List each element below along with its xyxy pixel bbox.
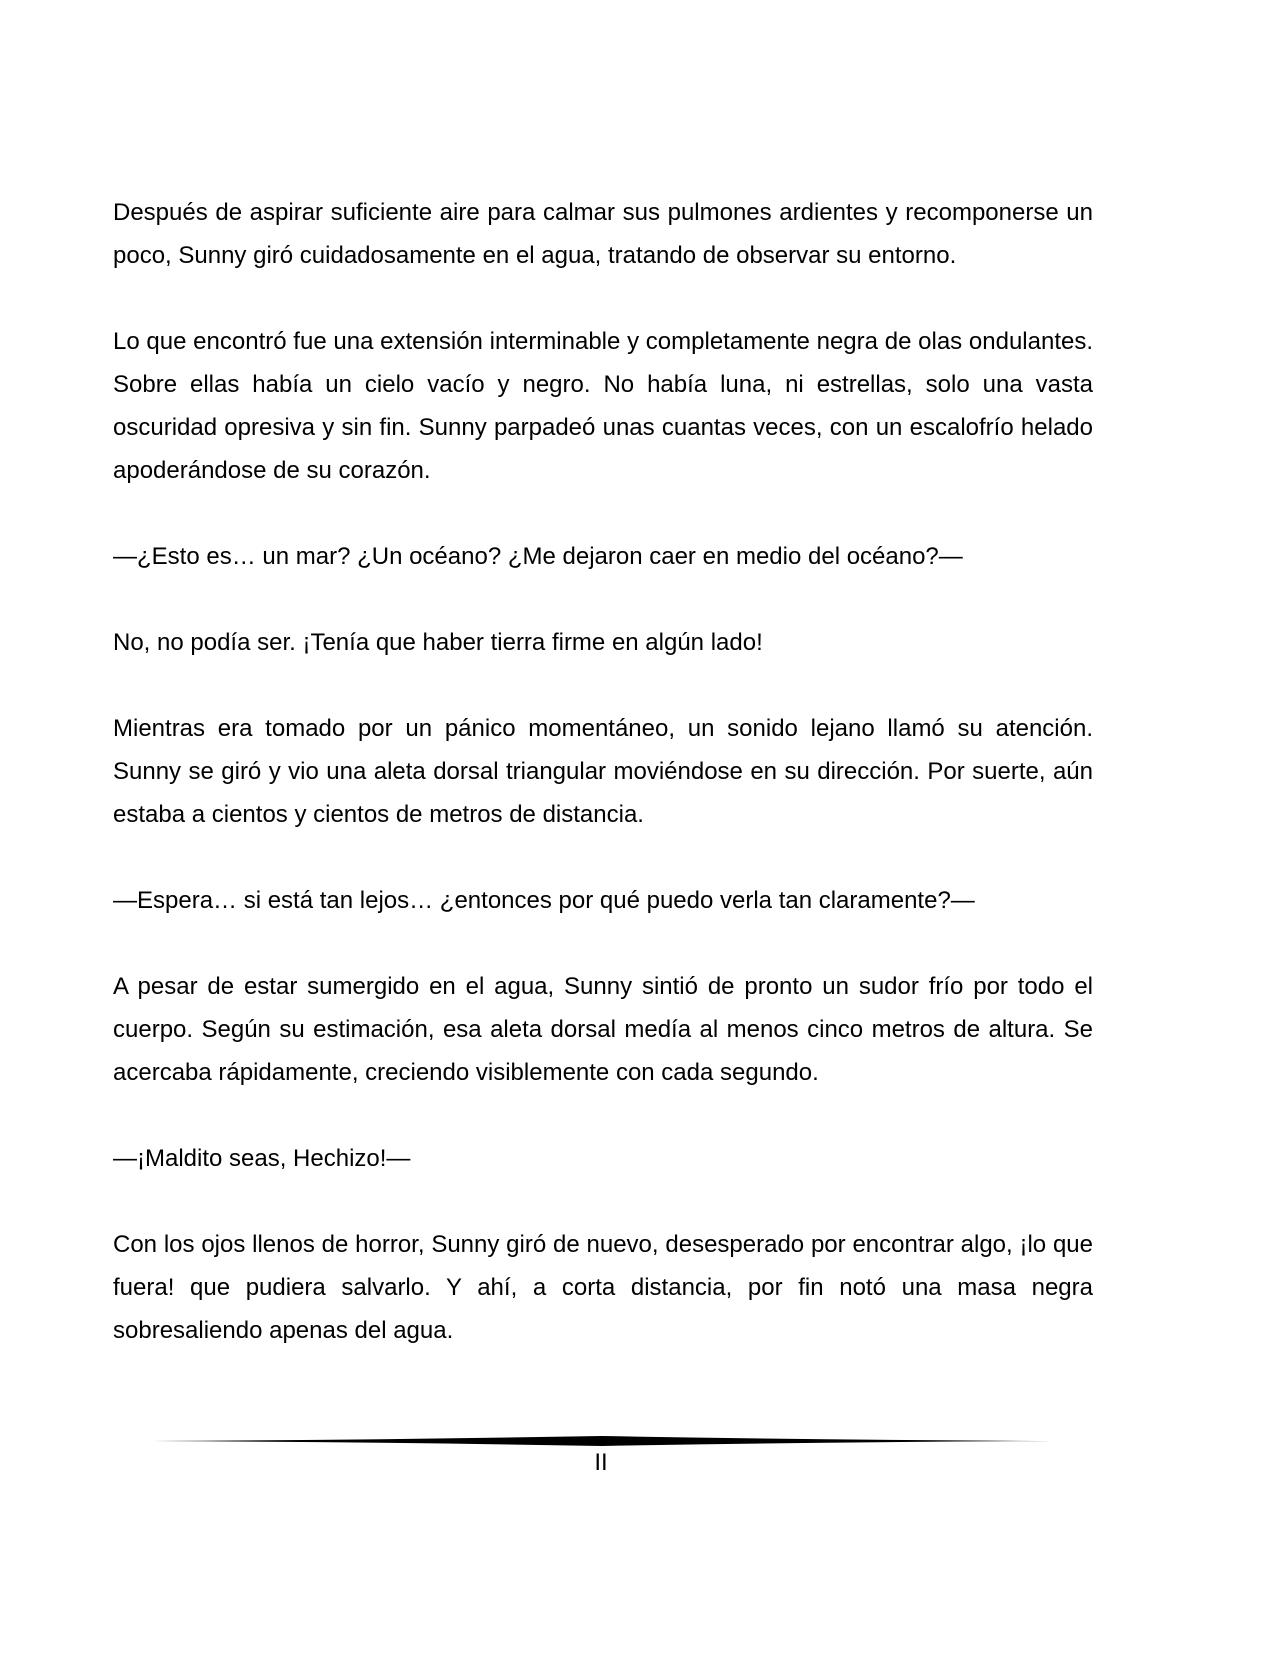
dialogue-paragraph-3: —¿Esto es… un mar? ¿Un océano? ¿Me dejaron caer en medio del océano?— — [113, 543, 963, 570]
paragraph-5: Mientras era tomado por un pánico momentáneo, un sonido lejano llamó su atención. Sunny se giró y vio una aleta dorsal triangular moviéndose en su dirección. Por suerte, aún estaba a cientos y cientos de metros de distancia. — [113, 715, 1093, 828]
paragraph-2: Lo que encontró fue una extensión interminable y completamente negra de olas ondulantes. Sobre ellas había un cielo vacío y negro. No había luna, ni estrellas, solo una vasta oscuridad opresiva y sin fin. Sunny parpadeó unas cuantas veces, con un escalofrío helado apoderándose de su corazón. — [113, 328, 1093, 484]
paragraph-7: A pesar de estar sumergido en el agua, Sunny sintió de pronto un sudor frío por todo el cuerpo. Según su estimación, esa aleta dorsal medía al menos cinco metros de altura. Se acercaba rápidamente, creciendo visiblemente con cada segundo. — [113, 973, 1093, 1086]
body-text — [113, 191, 1093, 1352]
dialogue-paragraph-6: —Espera… si está tan lejos… ¿entonces por qué puedo verla tan claramente?— — [113, 887, 975, 914]
paragraph-4: No, no podía ser. ¡Tenía que haber tierra firme en algún lado! — [113, 629, 763, 656]
page-number: II — [594, 1449, 608, 1476]
dialogue-paragraph-8: —¡Maldito seas, Hechizo!— — [113, 1145, 411, 1172]
paragraph-1: Después de aspirar suficiente aire para calmar sus pulmones ardientes y recomponerse un poco, Sunny giró cuidadosamente en el agua, tratando de observar su entorno. — [113, 199, 1093, 269]
paragraph-9: Con los ojos llenos de horror, Sunny giró de nuevo, desesperado por encontrar algo, ¡lo que fuera! que pudiera salvarlo. Y ahí, a corta distancia, por fin notó una masa negra sobresaliendo apenas del agua. — [113, 1231, 1093, 1344]
footer-divider — [152, 1435, 1052, 1447]
